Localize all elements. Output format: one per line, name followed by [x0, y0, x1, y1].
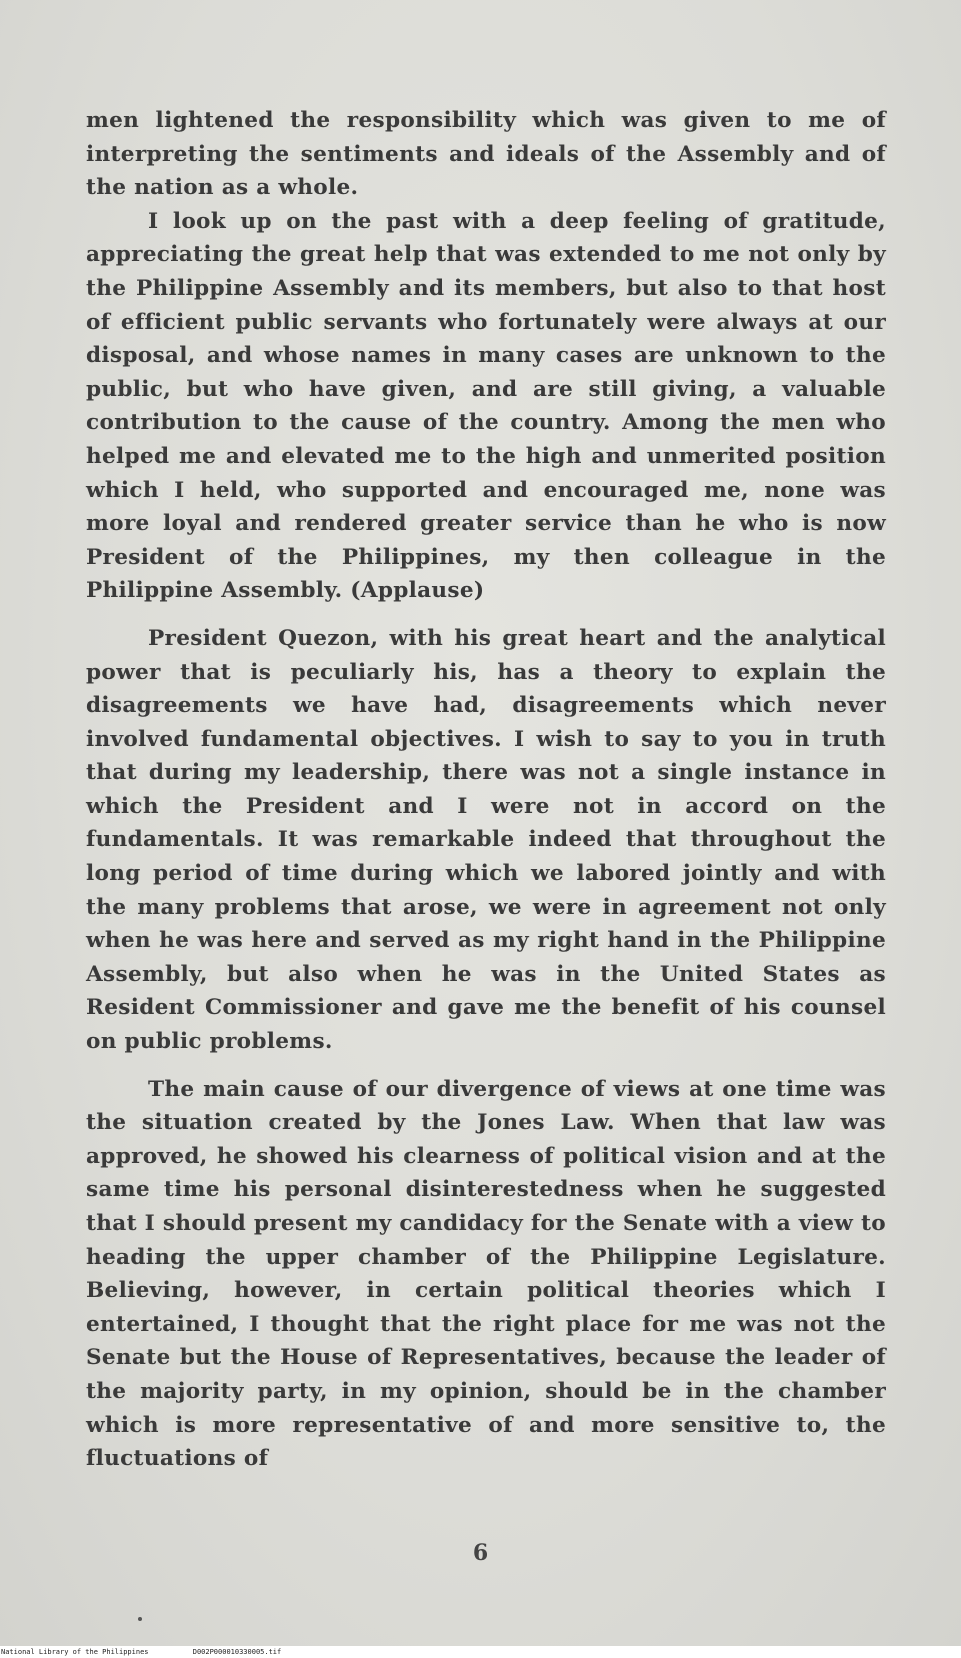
paragraph-4: The main cause of our divergence of views at one time was the situation created by the Jones Law. When that law was approved, he showed his clearness of political vision and at the same time his personal disinterestedness when he suggested that I should present my candidacy for the Senate with a view to heading the upper chamber of the Philippine Legislature. Believing, however, in certain political theories which I entertained, I thought that the right place for me was not the Senate but the House of Representatives, because the leader of the majority party, in my opinion, should be in the chamber which is more representative of and more sensitive to, the fluctuations of	[86, 1076, 886, 1472]
body-text	[86, 104, 886, 1476]
paragraph-1: men lightened the responsibility which was given to me of interpreting the sentiments and ideals of the Assembly and of the nation as a whole.	[86, 108, 886, 201]
page-number: 6	[472, 1540, 489, 1566]
paragraph-3: President Quezon, with his great heart and the analytical power that is peculiarly his, has a theory to explain the disagreements we have had, disagreements which never involved fundamental objectives. I wish to say to you in truth that during my leadership, there was not a single instance in which the President and I were not in accord on the fundamentals. It was remarkable indeed that throughout the long period of time during which we labored jointly and with the many problems that arose, we were in agreement not only when he was here and served as my right hand in the Philippine Assembly, but also when he was in the United States as Resident Commissioner and gave me the benefit of his counsel on public problems.	[86, 625, 886, 1055]
scan-footer	[0, 1646, 961, 1658]
footer-library: National Library of the Philippines	[1, 1648, 149, 1656]
footer-file-id: D002P000010330005.tif	[192, 1648, 282, 1656]
scan-speck	[138, 1617, 142, 1621]
paragraph-2: I look up on the past with a deep feeling of gratitude, appreciating the great help that was extended to me not only by the Philippine Assembly and its members, but also to that host of efficient public servants who fortunately were always at our disposal, and whose names in many cases are unknown to the public, but who have given, and are still giving, a valuable contribution to the cause of the country. Among the men who helped me and elevated me to the high and unmerited position which I held, who supported and encouraged me, none was more loyal and rendered greater service than he who is now President of the Philippines, my then colleague in the Philippine Assembly. (Applause)	[86, 208, 886, 604]
